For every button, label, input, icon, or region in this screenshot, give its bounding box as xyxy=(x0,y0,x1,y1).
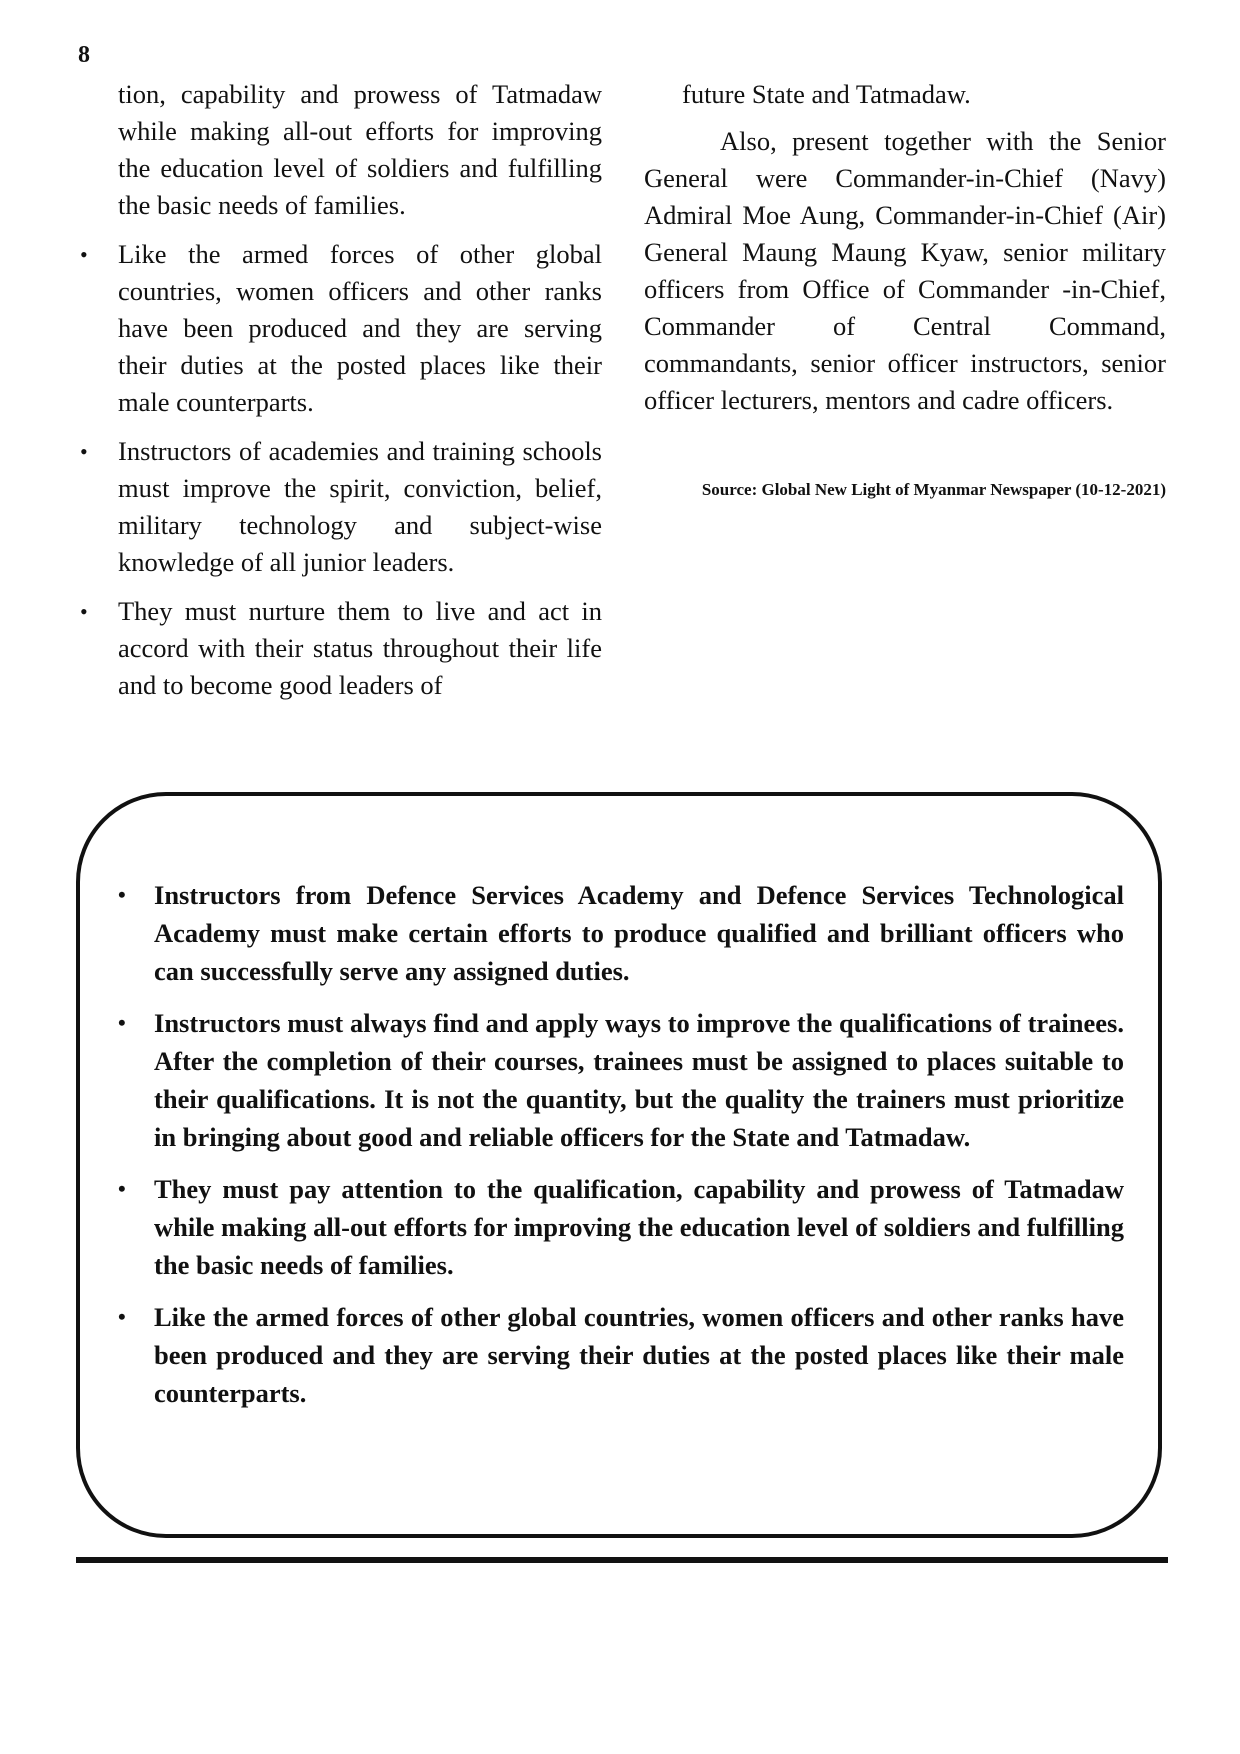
list-item xyxy=(110,876,1124,990)
right-column xyxy=(644,76,1166,501)
list-item-text: They must pay attention to the qualification, capability and prowess of Tatmadaw while making all-out efforts for improving the education level of soldiers and fulfilling the basic needs of families. xyxy=(154,1174,1124,1280)
source-citation: Source: Global New Light of Myanmar Newspaper (10-12-2021) xyxy=(701,480,1166,499)
left-continuation-text: tion, capability and prowess of Tatmadaw while making all-out efforts for improving the education level of soldiers and fulfilling the basic needs of families. xyxy=(118,79,602,220)
attendees-paragraph: Also, present together with the Senior General were Commander-in-Chief (Navy) Admiral Moe Aung, Commander-in-Chief (Air) General Maung Maung Kyaw, senior military officers from Office of Commander -in-Chief, Commander of Central Command, commandants, senior officer instructors, senior officer lecturers, mentors and cadre officers. xyxy=(644,126,1166,415)
bullet-icon: • xyxy=(80,439,88,464)
list-item xyxy=(110,1170,1124,1284)
left-column xyxy=(78,76,602,716)
bullet-icon: • xyxy=(80,599,88,624)
list-item xyxy=(78,236,602,421)
list-item-text: Like the armed forces of other global countries, women officers and other ranks have been produced and they are serving their duties at the posted places like their male counterparts. xyxy=(154,1302,1124,1408)
list-item-text: Instructors from Defence Services Academy and Defence Services Technological Academy must make certain efforts to produce qualified and brilliant officers who can successfully serve any assigned duties. xyxy=(154,880,1124,986)
bullet-icon: • xyxy=(118,1010,126,1035)
left-bullet-list xyxy=(78,236,602,704)
bullet-icon: • xyxy=(118,1304,126,1329)
list-item-text: Like the armed forces of other global countries, women officers and other ranks have been produced and they are serving their duties at the posted places like their male counterparts. xyxy=(118,239,602,417)
list-item xyxy=(78,433,602,581)
list-item-text: Instructors must always find and apply ways to improve the qualifications of trainees. After the completion of their courses, trainees must be assigned to places suitable to their qualifications. It is not the quantity, but the quality the trainers must prioritize in bringing about good and reliable officers for the State and Tatmadaw. xyxy=(154,1008,1124,1152)
page-number: 8 xyxy=(78,42,90,68)
list-item xyxy=(110,1298,1124,1412)
highlight-box xyxy=(76,792,1162,1538)
list-item-text: Instructors of academies and training schools must improve the spirit, conviction, belief, military technology and subject-wise knowledge of all junior leaders. xyxy=(118,436,602,577)
right-continuation-text: future State and Tatmadaw. xyxy=(682,79,971,109)
bullet-icon: • xyxy=(118,1176,126,1201)
list-item xyxy=(78,593,602,704)
bottom-rule xyxy=(76,1557,1168,1563)
bullet-icon: • xyxy=(80,242,88,267)
bullet-icon: • xyxy=(118,882,126,907)
highlight-bullet-list xyxy=(110,876,1124,1426)
list-item-text: They must nurture them to live and act in accord with their status throughout their life and to become good leaders of xyxy=(118,596,602,700)
list-item xyxy=(110,1004,1124,1156)
